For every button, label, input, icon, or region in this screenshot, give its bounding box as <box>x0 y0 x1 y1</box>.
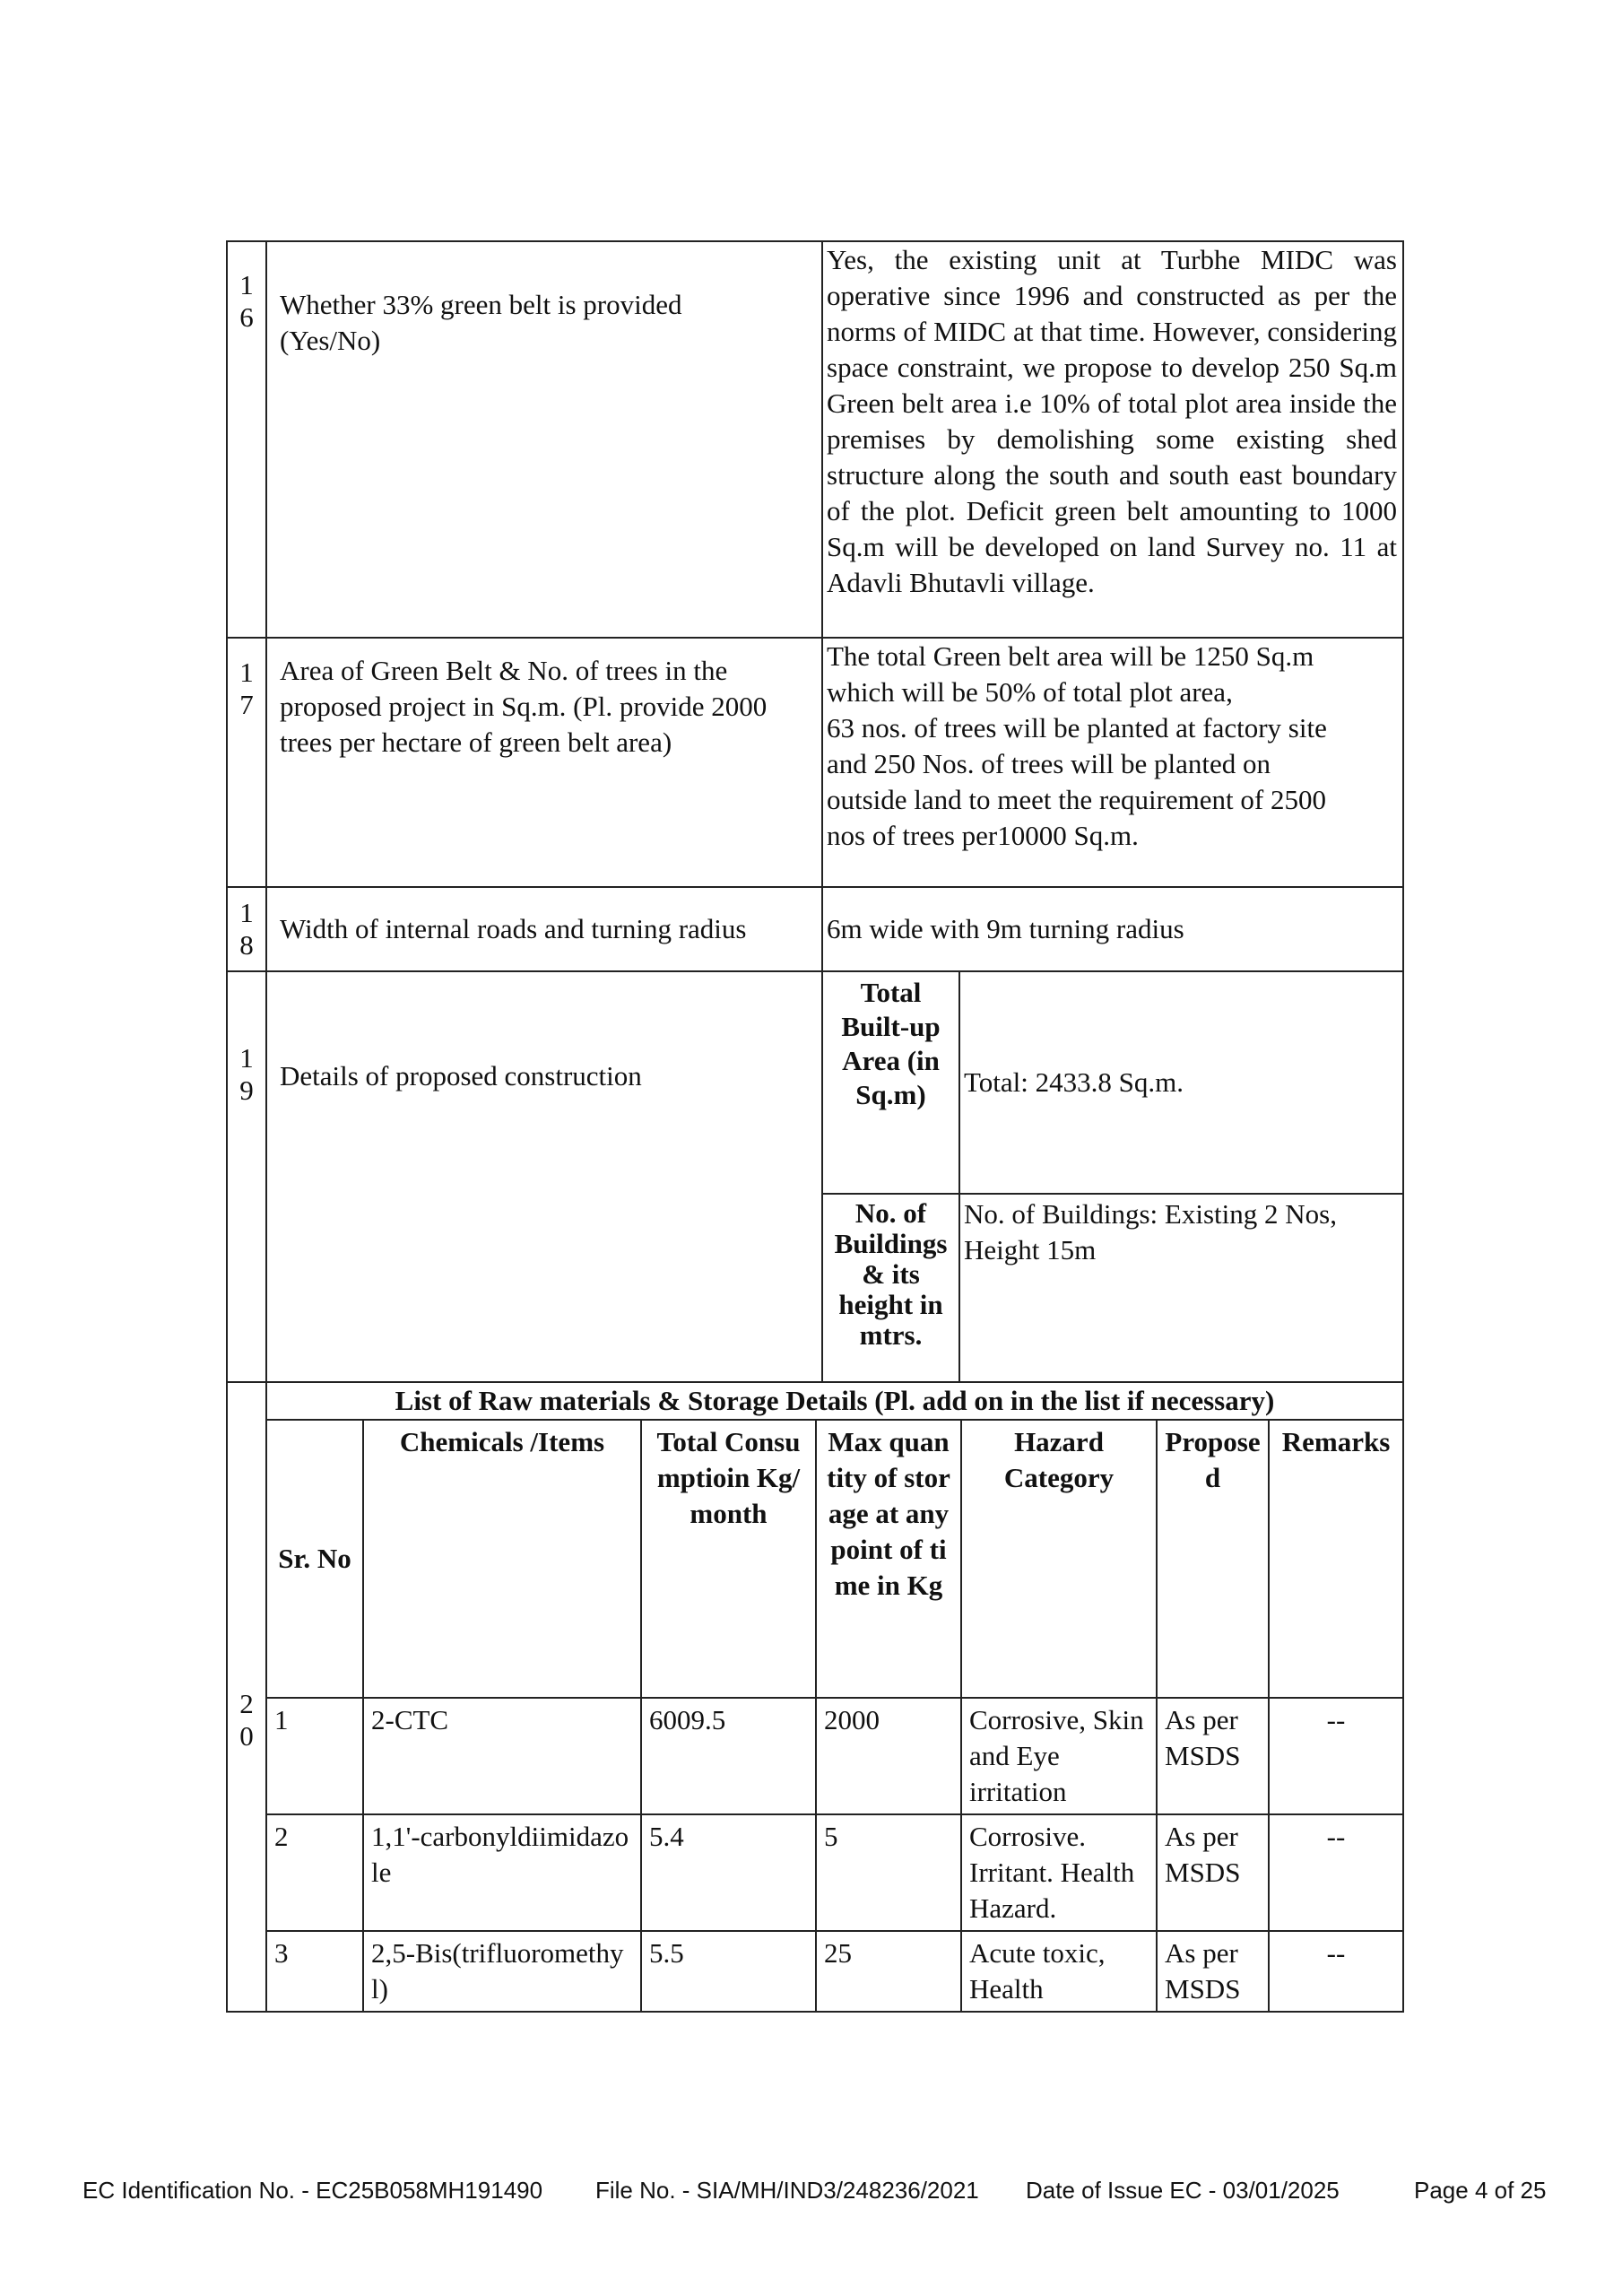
max-storage-cell: 2000 <box>816 1698 961 1814</box>
answer-line: outside land to meet the requirement of 2500 <box>827 784 1326 815</box>
table-header-row <box>267 1420 1402 1698</box>
table-row <box>227 638 1403 887</box>
answer-cell <box>822 887 1403 971</box>
question-text: Details of proposed construction <box>280 1060 642 1091</box>
sr-cell: 2 <box>267 1814 363 1931</box>
max-storage-cell: 25 <box>816 1931 961 2011</box>
table-row <box>227 241 1403 638</box>
table-row <box>227 1382 1403 2012</box>
proposed-cell: As per MSDS <box>1157 1814 1269 1931</box>
answer-text: Yes, the existing unit at Turbhe MIDC was operative since 1996 and constructed as per the norms of MIDC at that time. However, considering space constraint, we propose to develop 250 Sq.m Green belt area i.e 10% of total plot area inside the premises by demolishing some existing shed structure along the south and south east boundary of the plot. Deficit green belt amounting to 1000 Sq.m will be developed on land Survey no. 11 at Adavli Bhutavli village. <box>827 244 1397 598</box>
built-up-area-label: Total Built-up Area (in Sq.m) <box>823 972 959 1194</box>
answer-line: and 250 Nos. of trees will be planted on <box>827 748 1271 779</box>
date-of-issue: Date of Issue EC - 03/01/2025 <box>1026 2177 1340 2204</box>
question-text: Whether 33% green belt is provided (Yes/No) <box>280 289 682 356</box>
consumption-cell: 5.5 <box>641 1931 816 2011</box>
table-row <box>823 1194 1402 1381</box>
chemical-cell: 2,5-Bis(trifluoromethyl) <box>363 1931 641 2011</box>
table-caption-row <box>267 1383 1402 1420</box>
hazard-cell: Corrosive, Skin and Eye irritation <box>961 1698 1157 1814</box>
environment-clearance-table <box>226 240 1404 2013</box>
chemical-cell: 1,1'-carbonyldiimidazole <box>363 1814 641 1931</box>
proposed-cell: As per MSDS <box>1157 1698 1269 1814</box>
column-header: Sr. No <box>267 1420 363 1698</box>
question-cell <box>266 887 822 971</box>
question-cell <box>266 241 822 638</box>
sr-cell: 1 <box>267 1698 363 1814</box>
serial-number: 1 8 <box>227 887 266 971</box>
built-up-area-value: Total: 2433.8 Sq.m. <box>959 972 1402 1194</box>
question-text: Width of internal roads and turning radius <box>280 913 747 944</box>
max-storage-cell: 5 <box>816 1814 961 1931</box>
serial-number: 1 7 <box>227 638 266 887</box>
ec-identification-number: EC Identification No. - EC25B058MH191490 <box>82 2177 543 2204</box>
buildings-label: No. of Buildings & its height in mtrs. <box>823 1194 959 1381</box>
remarks-cell: -- <box>1269 1814 1402 1931</box>
serial-number: 2 0 <box>227 1382 266 2012</box>
answer-text: 6m wide with 9m turning radius <box>827 913 1184 944</box>
table-row <box>267 1814 1402 1931</box>
question-text: Area of Green Belt & No. of trees in the proposed project in Sq.m. (Pl. provide 2000 trees per hectare of green belt area) <box>280 655 768 758</box>
table-row <box>823 972 1402 1194</box>
table-row <box>227 887 1403 971</box>
construction-subtable <box>823 972 1402 1381</box>
hazard-cell: Corrosive. Irritant. Health Hazard. <box>961 1814 1157 1931</box>
column-header: Hazard Category <box>961 1420 1157 1698</box>
column-header: Remarks <box>1269 1420 1402 1698</box>
sr-cell: 3 <box>267 1931 363 2011</box>
answer-cell <box>822 638 1403 887</box>
column-header: Proposed <box>1157 1420 1269 1698</box>
consumption-cell: 6009.5 <box>641 1698 816 1814</box>
answer-line: nos of trees per10000 Sq.m. <box>827 820 1139 851</box>
question-cell <box>266 971 822 1382</box>
raw-materials-cell <box>266 1382 1403 2012</box>
page-number: Page 4 of 25 <box>1414 2177 1547 2204</box>
table-row <box>227 971 1403 1382</box>
column-header: Max quantity of storage at any point of time in Kg <box>816 1420 961 1698</box>
answer-cell <box>822 241 1403 638</box>
serial-number: 1 9 <box>227 971 266 1382</box>
proposed-cell: As per MSDS <box>1157 1931 1269 2011</box>
construction-details-cell <box>822 971 1403 1382</box>
question-cell <box>266 638 822 887</box>
remarks-cell: -- <box>1269 1698 1402 1814</box>
serial-number: 1 6 <box>227 241 266 638</box>
table-row <box>267 1698 1402 1814</box>
file-number: File No. - SIA/MH/IND3/248236/2021 <box>595 2177 979 2204</box>
consumption-cell: 5.4 <box>641 1814 816 1931</box>
chemical-cell: 2-CTC <box>363 1698 641 1814</box>
remarks-cell: -- <box>1269 1931 1402 2011</box>
answer-line: 63 nos. of trees will be planted at factory site <box>827 712 1327 744</box>
table-caption: List of Raw materials & Storage Details (Pl. add on in the list if necessary) <box>267 1383 1402 1420</box>
column-header: Chemicals /Items <box>363 1420 641 1698</box>
table-row <box>267 1931 1402 2011</box>
answer-line: which will be 50% of total plot area, <box>827 676 1233 708</box>
answer-line: The total Green belt area will be 1250 Sq.m <box>827 640 1314 672</box>
buildings-value: No. of Buildings: Existing 2 Nos, Height 15m <box>959 1194 1402 1381</box>
raw-materials-table <box>267 1383 1402 2011</box>
column-header: Total Consumptioin Kg/ month <box>641 1420 816 1698</box>
hazard-cell: Acute toxic, Health <box>961 1931 1157 2011</box>
